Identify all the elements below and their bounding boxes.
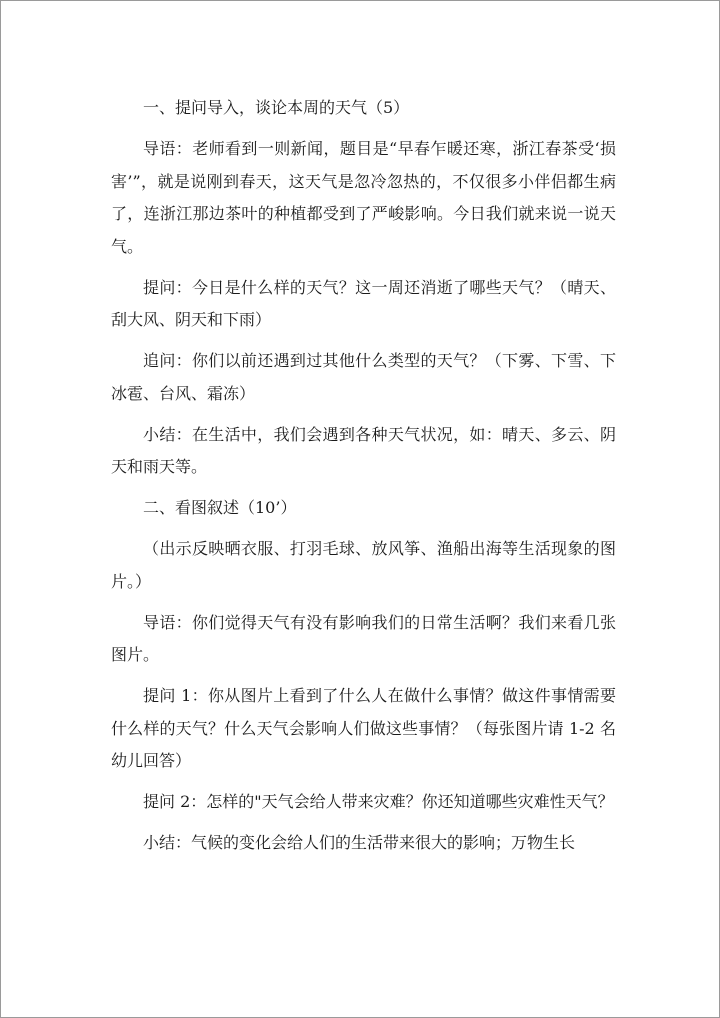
document-body: [111, 92, 616, 868]
section-heading-1: 一、提问导入，谈论本周的天气（5）: [143, 98, 410, 117]
paragraph-intro-2: 导语：你们觉得天气有没有影响我们的日常生活啊？我们来看几张图片。: [111, 612, 616, 664]
paragraph-intro: 导语：老师看到一则新闻，题目是“早春乍暖还寒，浙江春茶受‘损害’”，就是说刚到春天，这天气是忽冷忽热的，不仅很多小伴侣都生病了，连浙江那边茶叶的种植都受到了严峻影响。今日我们就来说一说天气。: [111, 139, 616, 256]
paragraph-follow-up: 追问：你们以前还遇到过其他什么类型的天气？（下雾、下雪、下冰雹、台风、霜冻）: [111, 351, 616, 403]
paragraph-question-1: 提问 1：你从图片上看到了什么人在做什么事情？做这件事情需要什么样的天气？什么天气会影响人们做这些事情？（每张图片请 1-2 名幼儿回答）: [111, 686, 616, 770]
paragraph-summary-2: 小结：气候的变化会给人们的生活带来很大的影响；万物生长: [143, 833, 576, 852]
paragraph-question-2: 提问 2：怎样的"天气会给人带来灾难？你还知道哪些灾难性天气？: [143, 792, 614, 811]
paragraph-summary-1: 小结：在生活中，我们会遇到各种天气状况，如：晴天、多云、阴天和雨天等。: [111, 424, 616, 476]
section-heading-2: 二、看图叙述（10’）: [143, 498, 297, 517]
paragraph-question: 提问：今日是什么样的天气？这一周还消逝了哪些天气？（晴天、刮大风、阴天和下雨）: [111, 277, 616, 329]
paragraph-show-pictures: （出示反映晒衣服、打羽毛球、放风筝、渔船出海等生活现象的图片。）: [111, 539, 616, 591]
